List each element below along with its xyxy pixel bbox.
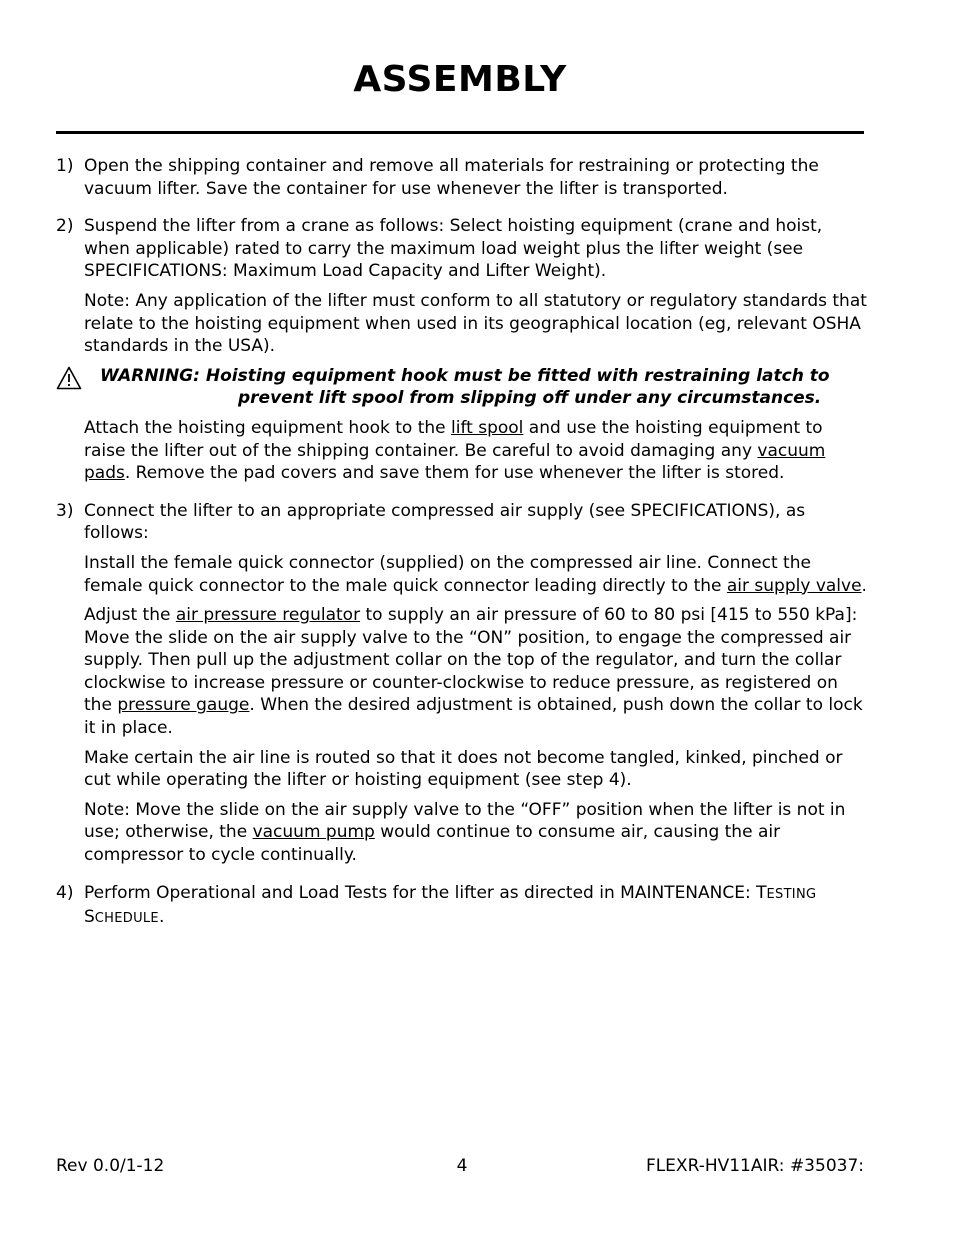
step-number: 2) [56, 216, 74, 237]
text-run: would continue to consume air, causing the air compressor to cycle continually. [84, 822, 781, 866]
step-text: Connect the lifter to an appropriate compressed air supply (see SPECIFICATIONS), as follows: [84, 500, 806, 544]
text-run: Adjust the [84, 605, 176, 626]
text-run: . [158, 907, 165, 928]
route-paragraph: Make certain the air line is routed so that it does not become tangled, kinked, pinched or cut while operating the lifter or hoisting equipment (see step 4). [84, 747, 843, 791]
warning-line-2: prevent lift spool from slipping off under any circumstances. [238, 388, 822, 409]
warning-block [84, 365, 868, 410]
assembly-steps [56, 155, 868, 946]
text-run: Note: Move the slide on the air supply valve to the “OFF” position when the lifter is not in use; otherwise, the [84, 799, 846, 843]
small-caps-run: CHEDULE [94, 911, 159, 927]
step-note: Note: Any application of the lifter must conform to all statutory or regulatory standards that relate to the hoisting equipment when used in its geographical location (eg, relevant OSHA standards in the USA). [84, 290, 867, 357]
warning-triangle-icon [56, 366, 82, 390]
title-divider [56, 131, 864, 134]
step-number: 4) [56, 882, 74, 903]
adjust-paragraph [84, 604, 868, 740]
text-run: S [84, 907, 95, 928]
step-2 [56, 215, 868, 485]
step-number: 1) [56, 156, 74, 176]
step-1 [56, 155, 868, 200]
install-paragraph [84, 552, 868, 597]
step-text [84, 882, 868, 931]
text-run: Attach the hoisting equipment hook to the [84, 417, 452, 438]
text-run: and use the hoisting equipment to raise the lifter out of the shipping container. Be careful to avoid damaging any [84, 417, 823, 461]
air-pressure-regulator-ref: air pressure regulator [175, 605, 361, 626]
text-run: . Remove the pad covers and save them for use whenever the lifter is stored. [124, 463, 785, 484]
pressure-gauge-ref: pressure gauge [117, 695, 250, 716]
page-title: ASSEMBLY [353, 59, 567, 100]
revision-label: Rev 0.0/1-12 [56, 1156, 165, 1176]
vacuum-pads-ref: vacuum pads [84, 440, 826, 484]
text-run: Perform Operational and Load Tests for the lifter as directed in MAINTENANCE: T [84, 882, 767, 903]
step-text: Suspend the lifter from a crane as follows: Select hoisting equipment (crane and hoist, when applicable) rated to carry the maximum load weight plus the lifter weight (see SPECIFICATIONS: Maximum Load Capacity and Lifter Weight). [84, 216, 823, 282]
note-paragraph [84, 799, 868, 867]
attach-paragraph [84, 417, 868, 485]
page-number: 4 [456, 1156, 468, 1176]
small-caps-run: ESTING [766, 886, 817, 902]
lift-spool-ref: lift spool [451, 417, 524, 438]
step-4 [56, 882, 868, 931]
step-text: Open the shipping container and remove all materials for restraining or protecting the vacuum lifter. Save the container for use whenever the lifter is transported. [84, 156, 819, 199]
text-run: Install the female quick connector (supplied) on the compressed air line. Connect the female quick connector to the male quick connector leading directly to the [84, 552, 811, 596]
warning-line-1: WARNING: Hoisting equipment hook must be fitted with restraining latch to [100, 365, 830, 386]
step-3 [56, 500, 868, 867]
model-number: FLEXR-HV11AIR: #35037: [645, 1156, 864, 1176]
text-run: to supply an air pressure of 60 to 80 psi [415 to 550 kPa]: Move the slide on the air supply valve to the “ON” position, to engage the compressed air supply. Then pull up the adjustment collar on the top of the regulator, and turn the collar clockwise to increase pressure or counter-clockwise to reduce pressure, as registered on the [84, 605, 858, 716]
step-number: 3) [56, 500, 74, 521]
text-run: . When the desired adjustment is obtained, push down the collar to lock it in place. [84, 695, 863, 739]
air-supply-valve-ref: air supply valve [726, 575, 862, 596]
text-run: . [861, 575, 867, 596]
vacuum-pump-ref: vacuum pump [252, 822, 375, 843]
